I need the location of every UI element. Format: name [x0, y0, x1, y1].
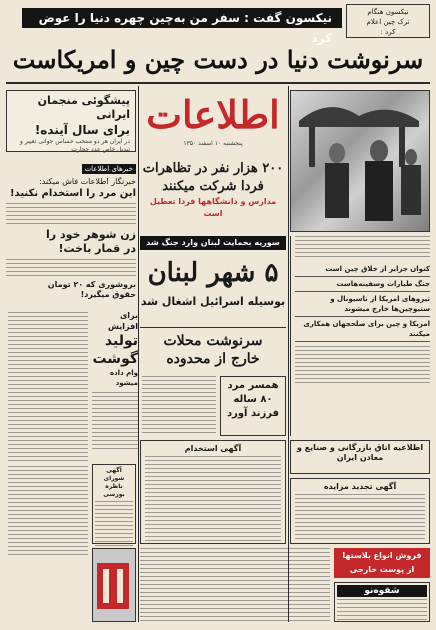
bottom-red-box — [334, 548, 430, 578]
war-bar — [140, 236, 286, 250]
ticker-label: خبرهای اطلاعات — [82, 164, 136, 174]
demo-line-3: مدارس و دانشگاهها فردا تعطیل است — [149, 197, 277, 218]
top-box-line-1: نیکسون هنگام — [367, 8, 409, 16]
ad-line-1: بروشوری که ۲۰ تومان — [47, 280, 136, 289]
top-banner-text: نیکسون گفت : سفر من به‌چین چهره دنیا را عوض کرد — [38, 11, 332, 45]
announcement-text: اطلاعیه اتاق بازرگانی و صنایع و معادن ایران — [296, 443, 424, 462]
lebanon-title: ۵ شهر لبنان — [147, 258, 279, 288]
ad-illustration — [91, 549, 135, 623]
demo-line-2: فردا شرکت میکنند — [162, 179, 264, 194]
notice-1 — [290, 478, 430, 544]
school-subtitle: خارج از محدوده — [166, 351, 260, 367]
side-item-3: تیروهای امریکا از ناسیونال و ستیوچین‌ها خارج میشوند — [295, 292, 430, 317]
right-sidebar — [290, 236, 430, 436]
demo-line-1: ۲۰۰ هزار نفر در تظاهرات — [142, 161, 284, 176]
prediction-subtitle: برای سال آینده! — [34, 123, 130, 137]
school-title: سرنوشت محلات — [163, 333, 263, 349]
ad-line-2: حقوق میگیرد! — [80, 290, 136, 299]
wife-sub-2: فرزند آورد — [226, 408, 280, 419]
side-item-1: کنوان جزایر از خلاق چین است — [295, 262, 430, 277]
masthead-logo: اطلاعات — [146, 92, 280, 137]
bottom-ad-box — [334, 582, 430, 622]
bottom-left-ad — [92, 548, 136, 622]
question-2: زن شوهر خود را — [46, 228, 136, 241]
meat-b: تولید — [104, 333, 138, 349]
meat-c: گوشت — [92, 351, 138, 367]
notice-1-title: آگهی تجدید مزایده — [323, 482, 397, 491]
demo-block — [140, 160, 286, 232]
meat-d: وام داده میشود — [109, 369, 138, 387]
news-photo — [290, 90, 430, 232]
lebanon-block — [140, 254, 286, 328]
prediction-title: پیشگوئی منجمان ایرانی — [37, 94, 130, 121]
photo-illustration — [289, 91, 429, 233]
question-2b: در قمار باخت! — [58, 242, 136, 255]
wife-title: همسر مرد — [227, 380, 279, 391]
side-item-2: جنگ طیارات وسفینه‌هاست — [295, 277, 430, 292]
bottom-red-line-1: فروش انواع بلاستها — [342, 551, 422, 560]
notice-2-title: آگهی استخدام — [184, 444, 242, 453]
prediction-box — [6, 90, 136, 152]
notice-3 — [92, 464, 136, 544]
school-box — [140, 332, 286, 372]
top-box-line-3: کرد : — [380, 28, 396, 36]
wife-box — [220, 376, 286, 436]
masthead-date: پنجشنبه ۱۰ اسفند ۱۳۵۰ — [183, 140, 243, 147]
question-1b: این مرد را استخدام نکنید! — [10, 188, 136, 199]
main-headline — [6, 40, 430, 80]
war-bar-text: سوریه بحمایت لبنان وارد جنگ شد — [146, 238, 280, 247]
wife-sub-1: ۸۰ ساله — [233, 394, 273, 405]
question-1: خبرنگار اطلاعات فاش میکند: — [39, 177, 136, 186]
top-right-box — [346, 4, 430, 38]
meat-title: برای افزایش — [107, 311, 138, 331]
bottom-red-line-2: از پوست خارجی — [349, 565, 415, 574]
announcement-box — [290, 440, 430, 474]
top-box-line-2: ترک چین اعلام — [366, 18, 410, 26]
prediction-text: در ایران هر دو منتخب حساس جوانی تغییر و تبدیل خاص عدد حجارت — [20, 138, 130, 153]
side-item-4: امریکا و چین برای صلحجهان همکاری میکنند — [295, 317, 430, 342]
main-headline-text: سرنوشت دنیا در دست چین و امریکاست — [12, 45, 424, 74]
left-column — [6, 156, 136, 306]
notice-2 — [140, 440, 286, 544]
bottom-ad-title: شقوه‌نو — [337, 585, 427, 597]
masthead — [140, 90, 286, 154]
notice-3-title: آگهی شورای ناظره بورسی — [103, 467, 125, 498]
lebanon-subtitle: بوسیله اسرائیل اشغال شد — [140, 295, 286, 308]
top-banner — [22, 8, 342, 45]
meat-column — [92, 310, 138, 460]
